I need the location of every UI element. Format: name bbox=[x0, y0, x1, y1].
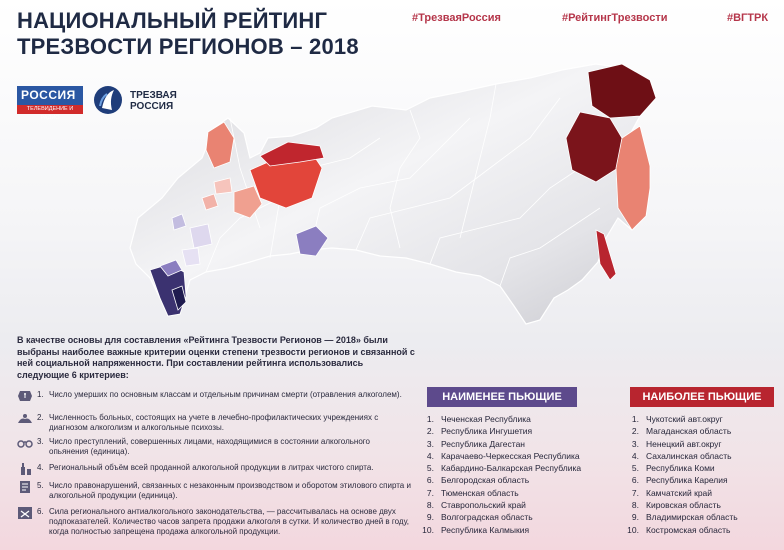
list-item: 1. Чеченская Республика bbox=[426, 414, 531, 424]
list-item: 2. Магаданская область bbox=[631, 426, 732, 437]
criterion-2-text: Численность больных, состоящих на учете в лечебно-профилактических учреждениях с диагнозом алкоголизм и алкогольные психозы. bbox=[49, 413, 379, 433]
hands-icon bbox=[17, 413, 33, 425]
criterion-4-number: 4. bbox=[37, 463, 44, 472]
list-item: 8. Ставропольский край bbox=[426, 500, 526, 511]
list-item: 3. Республика Дагестан bbox=[426, 438, 526, 449]
list-item: 10. Костромская область bbox=[627, 524, 731, 535]
region-chukotka bbox=[588, 64, 656, 118]
title-line-1: НАЦИОНАЛЬНЫЙ РЕЙТИНГ bbox=[17, 8, 328, 33]
page-title bbox=[17, 8, 359, 60]
list-item: 9. Владимирская область bbox=[631, 512, 738, 523]
region-volgograd bbox=[190, 224, 212, 248]
title-line-2: ТРЕЗВОСТИ РЕГИОНОВ – 2018 bbox=[17, 34, 359, 59]
criterion-4 bbox=[17, 463, 417, 475]
list-item: 6. Республика Карелия bbox=[631, 475, 728, 486]
criterion-2 bbox=[17, 413, 417, 433]
criterion-4-text: Региональный объём всей проданной алкогольной продукции в литрах чистого спирта. bbox=[49, 463, 374, 472]
hashtag-reyting-trezvosti[interactable]: #РейтингТрезвости bbox=[562, 12, 668, 24]
criterion-5 bbox=[17, 481, 417, 501]
bottle-icon bbox=[17, 463, 33, 475]
document-icon bbox=[17, 481, 33, 493]
coffin-icon bbox=[17, 390, 33, 402]
rossiya-tv-logo bbox=[17, 86, 83, 121]
criterion-3 bbox=[17, 437, 417, 457]
russia-outline bbox=[130, 64, 656, 324]
intro-text: В качестве основы для составления «Рейтинга Трезвости Регионов — 2018» были выбраны наиболее важные критерии оценки степени трезвости регионов и связанной с ней социальной напряженности. При составлении рейтинга использовались следующие 6 критериев: bbox=[17, 335, 415, 380]
list-item: 4. Карачаево-Черкесская Республика bbox=[426, 450, 580, 461]
rossiya-logo-subtext: ТЕЛЕВИДЕНИЕ И РАДИО bbox=[17, 105, 83, 114]
list-item: 7. Камчатский край bbox=[631, 487, 713, 498]
list-item: 6. Белгородская область bbox=[426, 475, 530, 486]
list-item: 1. Чукотский авт.округ bbox=[631, 414, 723, 424]
criterion-5-number: 5. bbox=[37, 481, 44, 490]
trezvaya-logo-line-2: РОССИЯ bbox=[130, 101, 174, 112]
most-drinking-header: НАИБОЛЕЕ ПЬЮЩИЕ bbox=[630, 387, 774, 407]
criterion-6 bbox=[17, 507, 417, 539]
trezvaya-logo-line-1: ТРЕЗВАЯ bbox=[130, 90, 177, 101]
handcuffs-icon bbox=[17, 437, 33, 449]
criterion-6-text: Сила регионального антиалкогольного законодательства, — рассчитывалась на основе двух подпоказателей. Количество часов запрета продажи алкоголя в сутки. И количество дней в году, когда полностью запрещена продажа алкогольной продукции. bbox=[49, 507, 410, 537]
criterion-1-text: Число умерших по основным классам и отдельным причинам смерти (отравления алкоголем). bbox=[49, 390, 402, 399]
list-item: 8. Кировская область bbox=[631, 500, 721, 511]
list-item: 10. Республика Калмыкия bbox=[422, 524, 530, 535]
least-drinking-list bbox=[422, 413, 622, 536]
list-item: 7. Тюменская область bbox=[426, 487, 519, 498]
rossiya-logo-text: РОССИЯ bbox=[21, 88, 76, 102]
criterion-6-number: 6. bbox=[37, 507, 44, 516]
list-item: 2. Республика Ингушетия bbox=[426, 426, 533, 437]
list-item: 5. Кабардино-Балкарская Республика bbox=[426, 463, 582, 474]
list-item: 3. Ненецкий авт.округ bbox=[631, 438, 722, 449]
least-drinking-header: НАИМЕНЕЕ ПЬЮЩИЕ bbox=[427, 387, 577, 407]
criterion-1-number: 1. bbox=[37, 390, 44, 399]
criterion-3-number: 3. bbox=[37, 437, 44, 446]
hashtag-trezvaya-rossiya[interactable]: #ТрезваяРоссия bbox=[412, 12, 501, 24]
list-item: 9. Волгоградская область bbox=[426, 512, 533, 523]
criterion-5-text: Число правонарушений, связанных с незаконным производством и оборотом этилового спирта и алкогольной продукции (единица). bbox=[49, 481, 411, 501]
criterion-1 bbox=[17, 390, 417, 410]
criterion-3-text: Число преступлений, совершенных лицами, находящимися в состоянии алкогольного опьянения (единица). bbox=[49, 437, 370, 457]
russia-regions-map bbox=[110, 58, 670, 333]
law-icon bbox=[17, 507, 33, 519]
criterion-2-number: 2. bbox=[37, 413, 44, 422]
hashtag-vgtrk[interactable]: #ВГТРК bbox=[727, 12, 769, 24]
list-item: 4. Сахалинская область bbox=[631, 450, 732, 461]
list-item: 5. Республика Коми bbox=[631, 463, 715, 474]
most-drinking-list bbox=[627, 413, 777, 536]
